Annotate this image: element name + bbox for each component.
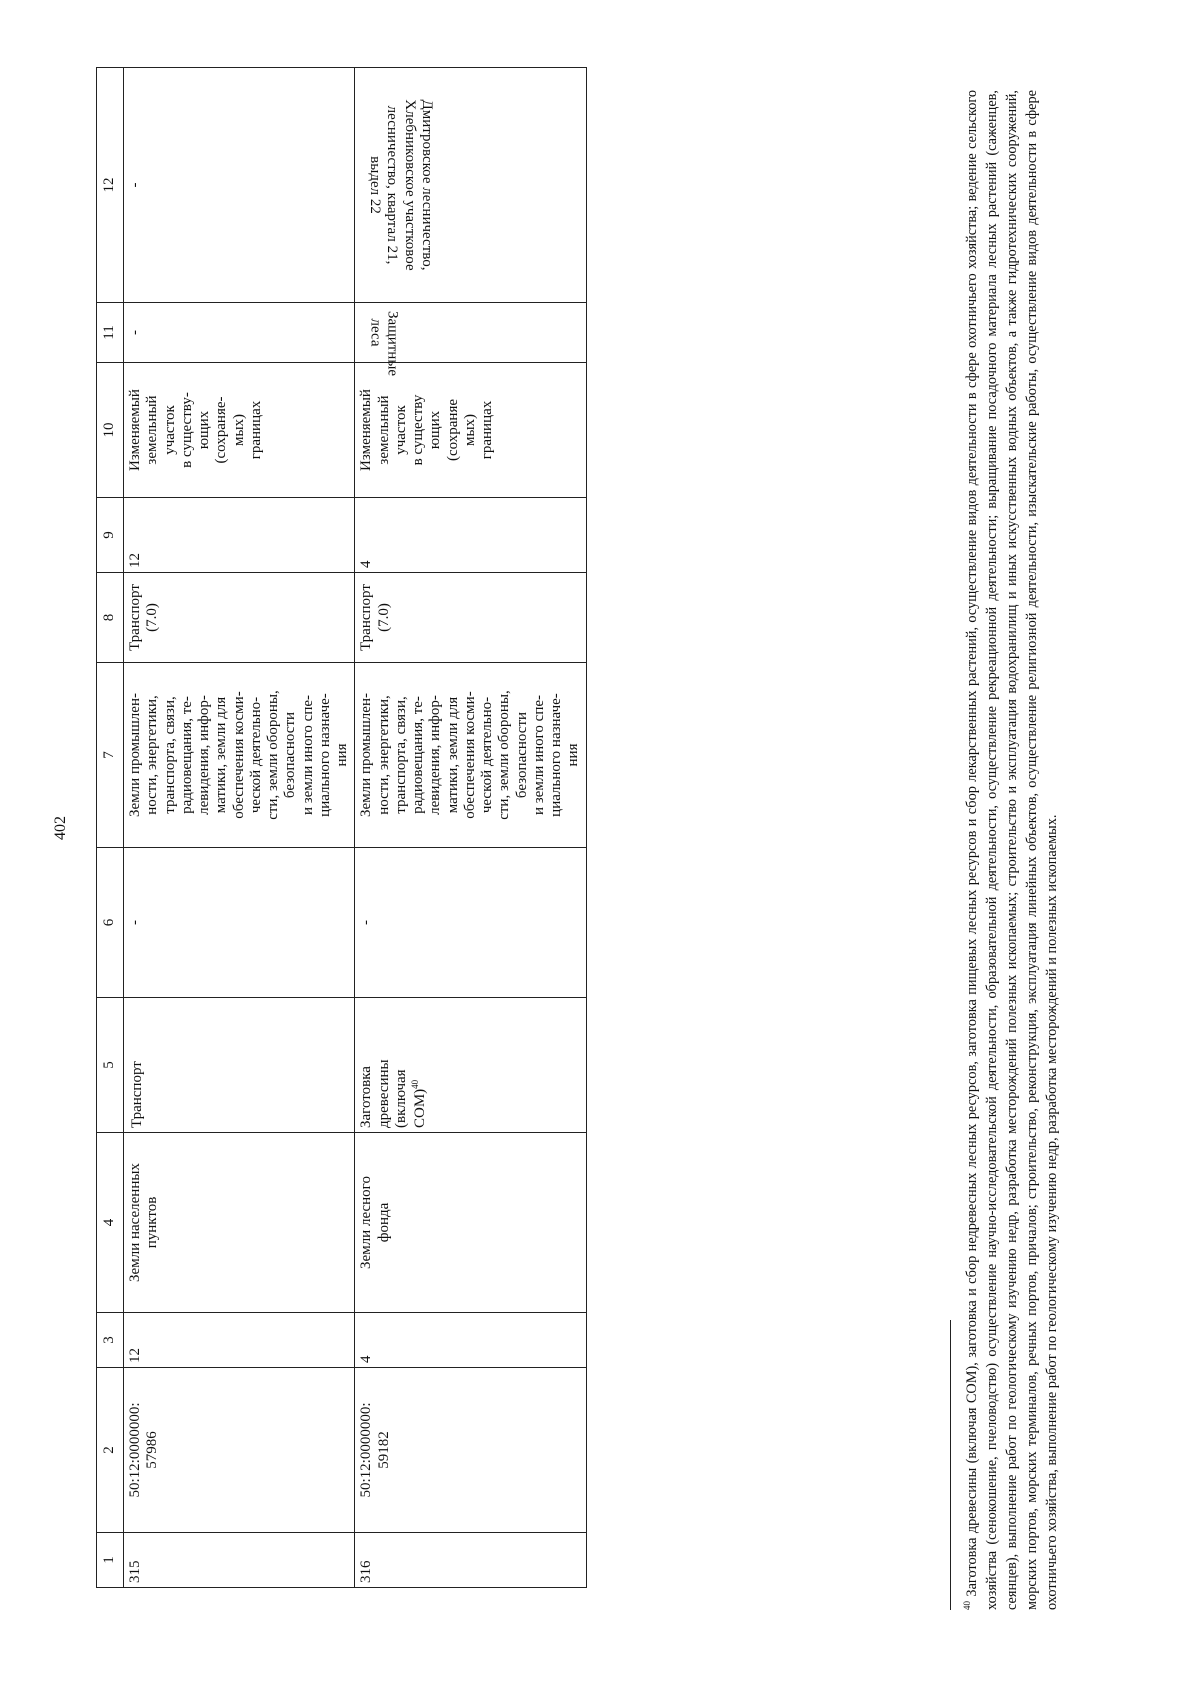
header-row [97,68,124,1588]
cell-cadastral-number: 50:12:0000000: 57986 [124,1368,355,1533]
cell-land-category: Земли лесного фонда [355,1133,586,1313]
rotated-table-block [52,68,582,1588]
cell-number: 315 [124,1533,355,1588]
col-header-4: 4 [97,1133,124,1313]
page-number: 402 [52,816,69,840]
forest-type-text: Защитные леса [367,311,401,377]
permitted-use-text: Транспорт [129,1061,145,1128]
cell-land-category: Земли населенных пунктов [124,1133,355,1313]
table-row [124,68,355,1588]
cell-col6: - [124,848,355,998]
cell-permitted-use [355,998,586,1133]
footnote-mark: 40 [962,1601,972,1610]
col-header-11: 11 [97,303,124,363]
cell-new-area: 12 [124,498,355,573]
cell-area: 12 [124,1313,355,1368]
cell-cadastral-number: 50:12:0000000: 59182 [355,1368,586,1533]
cell-boundaries: Изменяемый земельный участок в существу ющих (сохраняе мых) границах [355,363,586,498]
footnote-text: Заготовка древесины (включая СОМ), заготовка и сбор недревесных лесных ресурсов, заготовка пищевых лесных ресурсов и сбор лекарственных растений, осуществление видов деятельности в сфере охотничьего хозяйства; ведение сельского хозяйства (сенокошение, пчеловодство) осуществление научно-исследовательской деятельности, образовательной деятельности, осуществление рекреационной деятельности; выращивание посадочного материала лесных растений (саженцев, сеянцев), выполнение работ по геологическому изучению недр, разработка месторождений полезных ископаемых; строительство и эксплуатация водохранилищ и иных искусственных водных объектов, а также гидротехнических сооружений, морских портов, морских терминалов, речных портов, причалов; строительство, реконструкция, эксплуатация линейных объектов, осуществление религиозной деятельности, изыскательские работы, осуществление видов деятельности в сфере охотничьего хозяйства, выполнение работ по геологическому изучению недр, разработка месторождений и полезных ископаемых. [963,90,1060,1610]
cell-new-area: 4 [355,498,586,573]
col-header-7: 7 [97,663,124,848]
col-header-5: 5 [97,998,124,1133]
footnote [950,90,1062,1610]
cell-area: 4 [355,1313,586,1368]
land-plots-table [96,67,587,1588]
cell-forest-type [355,303,586,377]
footnote-body [957,90,1062,1610]
cell-new-category: Земли промышлен- ности, энергетики, транспорта, связи, радиовещания, те- левидения, инфор- матики, земли для обеспечения косми- ческой деятельно- сти, земли обороны, безопасности и земли иного спе- циального назначе- ния [355,663,586,848]
col-header-9: 9 [97,498,124,573]
cell-new-category: Земли промышлен- ности, энергетики, транспорта, связи, радиовещания, те- левидения, инфор- матики, земли для обеспечения косми- ческой деятельно- сти, земли обороны, безопасности и земли иного спе- циального назначе- ния [124,663,355,848]
col-header-3: 3 [97,1313,124,1368]
footnote-ref: 40 [410,1079,420,1089]
cell-new-use: Транспорт (7.0) [355,573,586,663]
col-header-10: 10 [97,363,124,498]
col-header-2: 2 [97,1368,124,1533]
col-header-6: 6 [97,848,124,998]
cell-new-use: Транспорт (7.0) [124,573,355,663]
cell-boundaries: Изменяемый земельный участок в существу- ющих (сохраняе- мых) границах [124,363,355,498]
cell-permitted-use [124,998,355,1133]
cell-location [355,68,586,303]
footnote-separator [950,1320,951,1610]
cell-forest-type: - [124,303,355,363]
cell-col6: - [355,848,586,998]
table-row [355,68,586,1588]
col-header-12: 12 [97,68,124,303]
cell-location: - [124,68,355,303]
cell-number: 316 [355,1533,586,1588]
permitted-use-text: Заготовка древесины (включая СОМ) [358,1059,428,1128]
location-text: Дмитровское лесничество, Хлебниковское участковое лесничество, квартал 21, выдел 22 [367,99,436,271]
col-header-8: 8 [97,573,124,663]
col-header-1: 1 [97,1533,124,1588]
